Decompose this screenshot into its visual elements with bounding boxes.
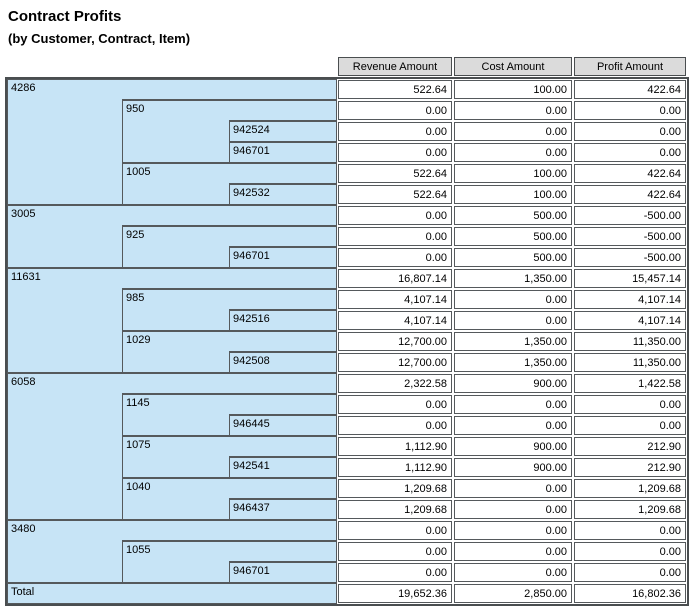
header-spacer: [7, 56, 337, 77]
cost-cell: 900.00: [453, 436, 573, 457]
cost-cell: 0.00: [453, 394, 573, 415]
table-row: [7, 268, 687, 289]
contract-cell: 950: [122, 100, 229, 163]
contract-cell: 1055: [122, 541, 229, 583]
revenue-cell: 1,112.90: [337, 436, 453, 457]
customer-cell: 6058: [7, 373, 122, 520]
table-row: [7, 79, 687, 100]
cost-cell: 0.00: [453, 562, 573, 583]
revenue-cell: 0.00: [337, 562, 453, 583]
cost-cell: 0.00: [453, 499, 573, 520]
report-title: Contract Profits: [8, 8, 122, 25]
contract-cell: 925: [122, 226, 229, 268]
revenue-cell: 19,652.36: [337, 583, 453, 604]
report-subtitle: (by Customer, Contract, Item): [8, 31, 191, 46]
cost-cell: 900.00: [453, 457, 573, 478]
table-row: [7, 373, 687, 394]
profit-cell: 0.00: [573, 100, 687, 121]
profit-cell: -500.00: [573, 226, 687, 247]
revenue-cell: 0.00: [337, 205, 453, 226]
cost-cell: 1,350.00: [453, 331, 573, 352]
customer-span-cell: [122, 79, 337, 100]
revenue-cell: 0.00: [337, 100, 453, 121]
customer-span-cell: [122, 520, 337, 541]
revenue-cell: 0.00: [337, 121, 453, 142]
item-cell: 942508: [229, 352, 337, 373]
column-header-profit: Profit Amount: [573, 56, 687, 77]
revenue-cell: 4,107.14: [337, 289, 453, 310]
revenue-cell: 522.64: [337, 163, 453, 184]
contract-span-cell: [229, 478, 337, 499]
item-cell: 946701: [229, 247, 337, 268]
cost-cell: 900.00: [453, 373, 573, 394]
revenue-cell: 522.64: [337, 184, 453, 205]
cost-cell: 0.00: [453, 310, 573, 331]
profit-cell: 422.64: [573, 79, 687, 100]
profit-cell: 0.00: [573, 415, 687, 436]
revenue-cell: 2,322.58: [337, 373, 453, 394]
cost-cell: 100.00: [453, 163, 573, 184]
report-table: [5, 77, 689, 606]
profit-cell: 212.90: [573, 436, 687, 457]
header-row: [7, 56, 687, 77]
revenue-cell: 12,700.00: [337, 352, 453, 373]
customer-span-cell: [122, 373, 337, 394]
profit-cell: -500.00: [573, 247, 687, 268]
revenue-cell: 12,700.00: [337, 331, 453, 352]
profit-cell: 422.64: [573, 184, 687, 205]
contract-span-cell: [229, 163, 337, 184]
cost-cell: 100.00: [453, 184, 573, 205]
column-header-row: [7, 56, 687, 77]
profit-cell: 0.00: [573, 562, 687, 583]
customer-cell: 3005: [7, 205, 122, 268]
revenue-cell: 522.64: [337, 79, 453, 100]
item-cell: 946701: [229, 142, 337, 163]
profit-cell: 0.00: [573, 541, 687, 562]
item-cell: 946437: [229, 499, 337, 520]
cost-cell: 100.00: [453, 79, 573, 100]
profit-cell: 422.64: [573, 163, 687, 184]
cost-cell: 1,350.00: [453, 268, 573, 289]
cost-cell: 500.00: [453, 247, 573, 268]
customer-cell: 11631: [7, 268, 122, 373]
cost-cell: 0.00: [453, 142, 573, 163]
revenue-cell: 4,107.14: [337, 310, 453, 331]
item-cell: 942524: [229, 121, 337, 142]
contract-span-cell: [229, 226, 337, 247]
revenue-cell: 0.00: [337, 142, 453, 163]
table-row: [7, 205, 687, 226]
profit-cell: 0.00: [573, 520, 687, 541]
profit-cell: 16,802.36: [573, 583, 687, 604]
contract-cell: 1029: [122, 331, 229, 373]
contract-span-cell: [229, 541, 337, 562]
contract-cell: 1040: [122, 478, 229, 520]
item-cell: 942541: [229, 457, 337, 478]
profit-cell: 11,350.00: [573, 331, 687, 352]
revenue-cell: 1,112.90: [337, 457, 453, 478]
item-cell: 942532: [229, 184, 337, 205]
contract-cell: 1005: [122, 163, 229, 205]
revenue-cell: 0.00: [337, 520, 453, 541]
revenue-cell: 0.00: [337, 247, 453, 268]
revenue-cell: 0.00: [337, 226, 453, 247]
revenue-cell: 1,209.68: [337, 499, 453, 520]
contract-span-cell: [229, 100, 337, 121]
item-cell: 942516: [229, 310, 337, 331]
cost-cell: 500.00: [453, 226, 573, 247]
profit-cell: 0.00: [573, 142, 687, 163]
customer-cell: 4286: [7, 79, 122, 205]
item-cell: 946701: [229, 562, 337, 583]
cost-cell: 0.00: [453, 478, 573, 499]
table-row: [7, 520, 687, 541]
profit-cell: 15,457.14: [573, 268, 687, 289]
contract-cell: 1145: [122, 394, 229, 436]
cost-cell: 2,850.00: [453, 583, 573, 604]
contract-span-cell: [229, 436, 337, 457]
customer-span-cell: [122, 268, 337, 289]
customer-span-cell: [122, 205, 337, 226]
contract-cell: 985: [122, 289, 229, 331]
contract-span-cell: [229, 331, 337, 352]
cost-cell: 0.00: [453, 520, 573, 541]
cost-cell: 0.00: [453, 289, 573, 310]
cost-cell: 0.00: [453, 541, 573, 562]
profit-cell: 0.00: [573, 121, 687, 142]
total-row: [7, 583, 687, 604]
revenue-cell: 0.00: [337, 394, 453, 415]
profit-cell: 0.00: [573, 394, 687, 415]
contract-span-cell: [229, 289, 337, 310]
profit-cell: 4,107.14: [573, 289, 687, 310]
profit-cell: 11,350.00: [573, 352, 687, 373]
cost-cell: 0.00: [453, 415, 573, 436]
profit-cell: 4,107.14: [573, 310, 687, 331]
customer-cell: 3480: [7, 520, 122, 583]
contract-cell: 1075: [122, 436, 229, 478]
cost-cell: 0.00: [453, 121, 573, 142]
revenue-cell: 16,807.14: [337, 268, 453, 289]
revenue-cell: 0.00: [337, 541, 453, 562]
total-label: Total: [7, 583, 337, 604]
cost-cell: 0.00: [453, 100, 573, 121]
profit-cell: 1,209.68: [573, 499, 687, 520]
contract-span-cell: [229, 394, 337, 415]
revenue-cell: 1,209.68: [337, 478, 453, 499]
profit-cell: 1,209.68: [573, 478, 687, 499]
item-cell: 946445: [229, 415, 337, 436]
column-header-revenue: Revenue Amount: [337, 56, 453, 77]
report-body: [7, 79, 687, 604]
cost-cell: 500.00: [453, 205, 573, 226]
profit-cell: -500.00: [573, 205, 687, 226]
revenue-cell: 0.00: [337, 415, 453, 436]
column-header-cost: Cost Amount: [453, 56, 573, 77]
profit-cell: 212.90: [573, 457, 687, 478]
cost-cell: 1,350.00: [453, 352, 573, 373]
profit-cell: 1,422.58: [573, 373, 687, 394]
